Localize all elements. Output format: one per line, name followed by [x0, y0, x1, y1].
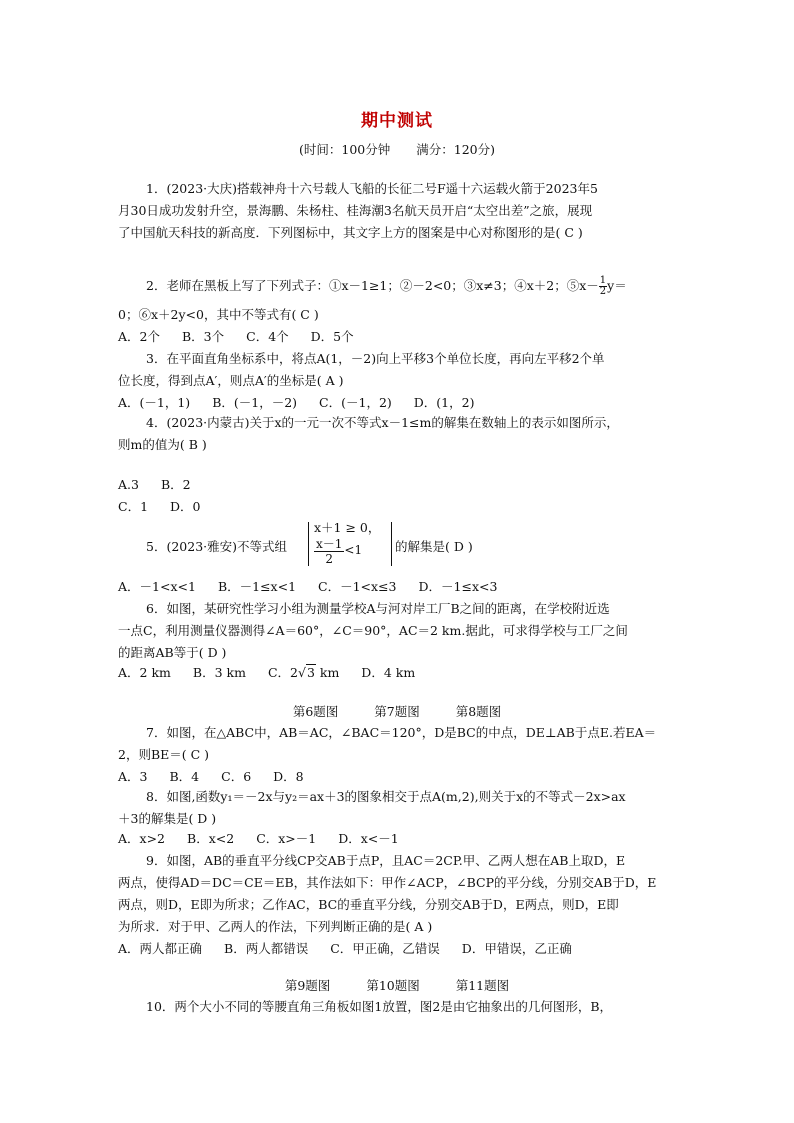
- q5-options: [118, 578, 519, 596]
- q1-line-1: 1．(2023·大庆)搭载神舟十六号载人飞船的长征二号F遥十六运载火箭于2023年5: [146, 181, 598, 196]
- q6-line-1: 6．如图，某研究性学习小组为测量学校A与河对岸工厂B之间的距离，在学校附近选: [146, 601, 610, 616]
- q5-suffix: 的解集是( D ): [395, 539, 473, 554]
- q2-fraction: $\frac{1}{2}$: [599, 275, 607, 297]
- q9-option-a: A．两人都正确: [118, 941, 203, 956]
- q3-option-d: D．(1，2): [413, 395, 475, 410]
- q1-line-2: 月30日成功发射升空，景海鹏、朱杨柱、桂海潮3名航天员开启“太空出差”之旅，展现: [118, 203, 593, 218]
- q7-line-2: 2，则BE＝( C ): [118, 747, 210, 762]
- q7-options: [118, 768, 326, 786]
- q5-option-d: D．－1≤x<3: [418, 579, 498, 594]
- q4-line-2: 则m的值为( B ): [118, 437, 207, 452]
- q4-option-a: A.3: [118, 477, 139, 492]
- q5-option-c: C．－1<x≤3: [318, 579, 397, 594]
- q2-option-c: C．4个: [246, 329, 289, 344]
- q2-text-b: y＝: [607, 278, 627, 293]
- q2-option-a: A．2个: [118, 329, 160, 344]
- q8-option-c: C．x>－1: [256, 831, 317, 846]
- caption-fig-6: 第6题图: [292, 704, 339, 719]
- q2-line-2: 0；⑥x＋2y<0，其中不等式有( C ): [118, 307, 319, 322]
- q3-line-2: 位长度，得到点A′，则点A′的坐标是( A ): [118, 373, 344, 388]
- q6-line-3: 的距离AB等于( D ): [118, 645, 227, 660]
- q8-option-a: A．x>2: [118, 831, 166, 846]
- caption-fig-8: 第8题图: [455, 704, 502, 719]
- q9-line-2: 两点，使得AD＝DC＝CE＝EB，其作法如下：甲作∠ACP，∠BCP的平分线，分别交AB于D，E: [118, 875, 657, 890]
- q2-option-b: B．3个: [181, 329, 225, 344]
- q7-option-b: B．4: [169, 769, 200, 784]
- q4-options-row-2: [118, 498, 223, 516]
- q9-option-c: C．甲正确，乙错误: [330, 941, 440, 956]
- q9-options: [118, 940, 594, 958]
- q3-option-c: C．(－1，2): [319, 395, 392, 410]
- q4-option-b: B．2: [160, 477, 191, 492]
- q9-line-1: 9．如图，AB的垂直平分线CP交AB于点P，且AC＝2CP.甲、乙两人想在AB上取D，E: [146, 853, 626, 868]
- q7-line-1: 7．如图，在△ABC中，AB＝AC，∠BAC＝120°，D是BC的中点，DE⊥AB于点E.若EA＝: [146, 725, 657, 740]
- q8-option-b: B．x<2: [187, 831, 235, 846]
- exam-time-score: [0, 140, 794, 158]
- q6-option-c: C．2√3 km: [267, 665, 340, 680]
- q4-option-c: C．1: [118, 499, 149, 514]
- q7-option-a: A．3: [118, 769, 148, 784]
- q3-options: [118, 394, 496, 412]
- q5-fraction: $\frac{x-1}{2}$: [316, 537, 343, 566]
- q5-option-b: B．－1≤x<1: [217, 579, 297, 594]
- q6-option-a: A．2 km: [118, 665, 171, 680]
- q8-line-1: 8．如图,函数y₁＝－2x与y₂＝ax＋3的图象相交于点A(m,2),则关于x的不等式－2x>ax: [146, 789, 626, 804]
- q7-option-c: C．6: [221, 769, 252, 784]
- q9-line-4: 为所求．对于甲、乙两人的作法，下列判断正确的是( A ): [118, 919, 433, 934]
- q5-inequality-system: [300, 518, 396, 568]
- q2-options: [118, 328, 376, 346]
- q3-option-b: B．(－1，－2): [212, 395, 298, 410]
- caption-fig-11: 第11题图: [455, 978, 510, 993]
- time-limit: (时间：100分钟: [299, 142, 391, 157]
- q5-inequality-1: x＋1 ≥ 0，: [314, 520, 381, 535]
- q5-left-brace: [308, 522, 312, 566]
- caption-fig-10: 第10题图: [366, 978, 420, 993]
- sqrt-symbol: √: [297, 665, 306, 680]
- q5-option-a: A．－1<x<1: [118, 579, 196, 594]
- q6-option-d: D．4 km: [361, 665, 416, 680]
- q4-option-d: D．0: [170, 499, 201, 514]
- q4-options-row-1: [118, 476, 213, 494]
- q2-line-1: [146, 276, 627, 297]
- caption-fig-7: 第7题图: [374, 704, 420, 719]
- q10-line-1: 10．两个大小不同的等腰直角三角板如图1放置，图2是由它抽象出的几何图形，B，: [146, 999, 612, 1014]
- q1-line-3: 了中国航天科技的新高度．下列图标中，其文字上方的图案是中心对称图形的是( C ): [118, 225, 583, 240]
- full-score: 满分：120分): [416, 142, 495, 157]
- q4-line-1: 4．(2023·内蒙古)关于x的一元一次不等式x－1≤m的解集在数轴上的表示如图所示，: [146, 415, 619, 430]
- q8-option-d: D．x<－1: [338, 831, 399, 846]
- caption-fig-9: 第9题图: [284, 978, 331, 993]
- q6-option-b: B．3 km: [192, 665, 246, 680]
- q6-line-2: 一点C，利用测量仪器测得∠A＝60°，∠C＝90°，AC＝2 km.据此，可求得学校与工厂之间: [118, 623, 628, 638]
- q3-line-1: 3．在平面直角坐标系中，将点A(1，－2)向上平移3个单位长度，再向左平移2个单: [146, 351, 605, 366]
- figure-captions-9-11: [0, 976, 794, 994]
- q6-options: [118, 664, 437, 682]
- q2-option-d: D．5个: [310, 329, 354, 344]
- q5-right-bar: [388, 522, 392, 566]
- page-title: 期中测试: [361, 111, 433, 131]
- q9-option-b: B．两人都错误: [224, 941, 309, 956]
- q8-line-2: ＋3的解集是( D ): [118, 811, 217, 826]
- q5-prefix: 5．(2023·雅安)不等式组: [146, 539, 287, 554]
- q9-option-d: D．甲错误，乙正确: [461, 941, 572, 956]
- q2-text-a: 2．老师在黑板上写了下列式子：①x－1≥1；②－2<0；③x≠3；④x＋2；⑤x－: [146, 278, 599, 293]
- q9-line-3: 两点，则D，E即为所求；乙作AC，BC的垂直平分线，分别交AB于D，E两点，则D，E即: [118, 897, 619, 912]
- q8-options: [118, 830, 421, 848]
- q7-option-d: D．8: [273, 769, 304, 784]
- figure-captions-6-8: [0, 702, 794, 720]
- q3-option-a: A．(－1，1): [118, 395, 191, 410]
- q5-inequality-2: $\frac{x-1}{2}$ <1: [316, 537, 363, 566]
